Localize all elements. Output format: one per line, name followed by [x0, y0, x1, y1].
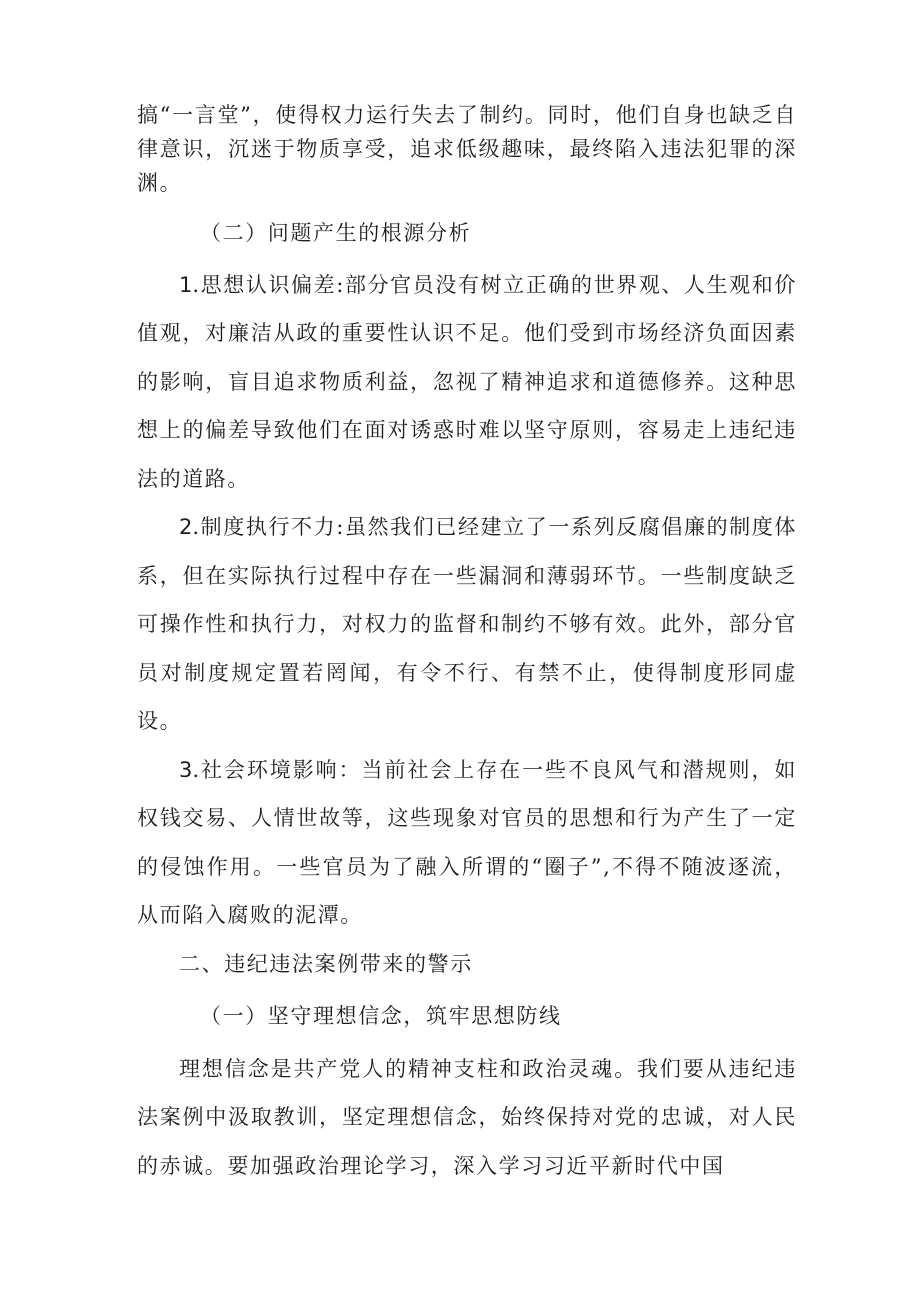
paragraph-item-3 [137, 746, 797, 940]
item-number: 3 [179, 757, 193, 782]
paragraph-continuation: 搞“一言堂”，使得权力运行失去了制约。同时，他们自身也缺乏自律意识，沉迷于物质享受，追求低级趣味，最终陷入违法犯罪的深渊。 [137, 103, 797, 195]
paragraph-item-2 [137, 503, 797, 746]
item-text: .思想认识偏差:部分官员没有树立正确的世界观、人生观和价值观，对廉洁从政的重要性认识不足。他们受到市场经济负面因素的影响，盲目追求物质利益，忽视了精神追求和道德修养。这种思想上的偏差导致他们在面对诱惑时难以坚守原则，容易走上违纪违法的道路。 [137, 272, 797, 491]
subsection-heading-ideals: （一）坚守理想信念，筑牢思想防线 [200, 1004, 562, 1028]
document-body [137, 98, 797, 1190]
item-number: 2 [179, 515, 193, 539]
paragraph-ideals: 理想信念是共产党人的精神支柱和政治灵魂。我们要从违纪违法案例中汲取教训，坚定理想信念，始终保持对党的忠诚，对人民的赤诚。要加强政治理论学习，深入学习习近平新时代中国 [137, 1056, 797, 1178]
section-heading-root-cause: （二）问题产生的根源分析 [200, 221, 472, 245]
section-heading-warnings: 二、违纪违法案例带来的警示 [179, 951, 473, 976]
paragraph-item-1 [137, 261, 797, 504]
item-number: 1 [179, 272, 193, 297]
item-text: .制度执行不力:虽然我们已经建立了一系列反腐倡廉的制度体系，但在实际执行过程中存在一些漏洞和薄弱环节。一些制度缺乏可操作性和执行力，对权力的监督和制约不够有效。此外，部分官员对制度规定置若罔闻，有令不行、有禁不止，使得制度形同虚设。 [137, 515, 797, 733]
item-text: .社会环境影响：当前社会上存在一些不良风气和潜规则，如权钱交易、人情世故等，这些现象对官员的思想和行为产生了一定的侵蚀作用。一些官员为了融入所谓的“圈子”,不得不随波逐流，从而陷入腐败的泥潭。 [137, 757, 797, 927]
